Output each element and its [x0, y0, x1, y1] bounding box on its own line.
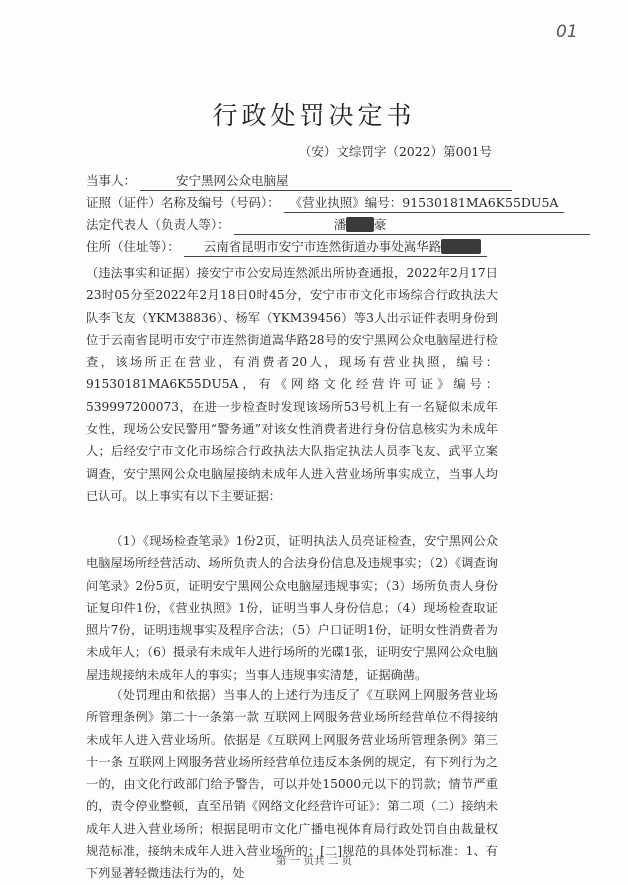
representative-value [234, 215, 590, 235]
license-value: 《营业执照》编号：91530181MA6K55DU5A [284, 193, 565, 213]
document-number: （安）文综罚字（2022）第001号 [298, 144, 492, 159]
basis-paragraph: （处罚理由和依据）当事人的上述行为违反了《互联网上网服务营业场所管理条例》第二十一条第一款 互联网上网服务营业场所经营单位不得接纳未成年人进入营业场所。依据是《互联网上网服务营业场所管理条例》第三十一条 互联网上网服务营业场所经营单位违反本条例的规定，有下列行为之一的，由文化行政部门给予警告，可以并处15000元以下的罚款；情节严重的，责令停业整顿，直至吊销《网络文化经营许可证》：第二项（二）接纳未成年人进入营业场所；根据昆明市文化广播电视体育局行政处罚自由裁量权规范标准，接纳未成年人进入营业场所的；[二]规范的具体处罚标准：1、有下列显著轻微违法行为的，处 [86, 688, 498, 881]
redaction-block: ■■ [348, 217, 372, 232]
license-line [86, 193, 564, 213]
page-corner-mark: 01 [556, 22, 578, 42]
party-label: 当事人： [86, 173, 137, 188]
representative-name-head: 潘 [333, 217, 347, 232]
party-line [86, 171, 512, 191]
page-title: 行政处罚决定书 [212, 101, 416, 130]
party-value: 安宁黑网公众电脑屋 [140, 171, 512, 191]
representative-line [86, 215, 590, 235]
evidence-paragraph: （1）《现场检查笔录》1份2页，证明执法人员亮证检查，安宁黑网公众电脑屋场所经营活动、场所负责人的合法身份信息及违规事实；（2）《调查询问笔录》2份5页，证明安宁黑网公众电脑屋违规事实；（3）场所负责人身份证复印件1份，《营业执照》1份，证明当事人身份信息；（4）现场检查取证照片7份，证明违规事实及程序合法；（5）户口证明1份，证明女性消费者为未成年人；（6）摄录有未成年人进行场所的光碟1张，证明安宁黑网公众电脑屋违规接纳未成年人的事实；当事人违规事实清楚，证据确凿。 [86, 534, 498, 682]
redaction-block: ■■■ [443, 239, 479, 254]
page-footer: 第 一 页共 二 页 [275, 855, 353, 867]
address-value [184, 237, 487, 257]
representative-name-tail: 豪 [373, 217, 387, 232]
address-line [86, 237, 487, 257]
address-label: 住所（住址等）： [86, 239, 180, 254]
license-label: 证照（证件）名称及编号（号码）： [86, 195, 280, 210]
facts-paragraph: （违法事实和证据）接安宁市公安局连然派出所协查通报，2022年2月17日23时05分至2022年2月18日0时45分，安宁市市文化市场综合行政执法大队李飞友（YKM38836）、杨军（YKM39456）等3人出示证件表明身份到位于云南省昆明市安宁市连然街道嵩华路28号的安宁黑网公众电脑屋进行检查，该场所正在营业，有消费者20人，现场有营业执照，编号：91530181MA6K55DU5A，有《网络文化经营许可证》编号：539997200073，在进一步检查时发现该场所53号机上有一名疑似未成年女性，现场公安民警用“警务通”对该女性消费者进行身份信息核实为未成年人；后经安宁市文化市场综合行政执法大队指定执法人员李飞友、武平立案调查，安宁黑网公众电脑屋接纳未成年人进入营业场所事实成立，当事人均已认可。以上事实有以下主要证据： [86, 266, 498, 503]
representative-label: 法定代表人（负责人等）： [86, 217, 230, 232]
address-text: 云南省昆明市安宁市连然街道办事处嵩华路 [203, 239, 442, 254]
